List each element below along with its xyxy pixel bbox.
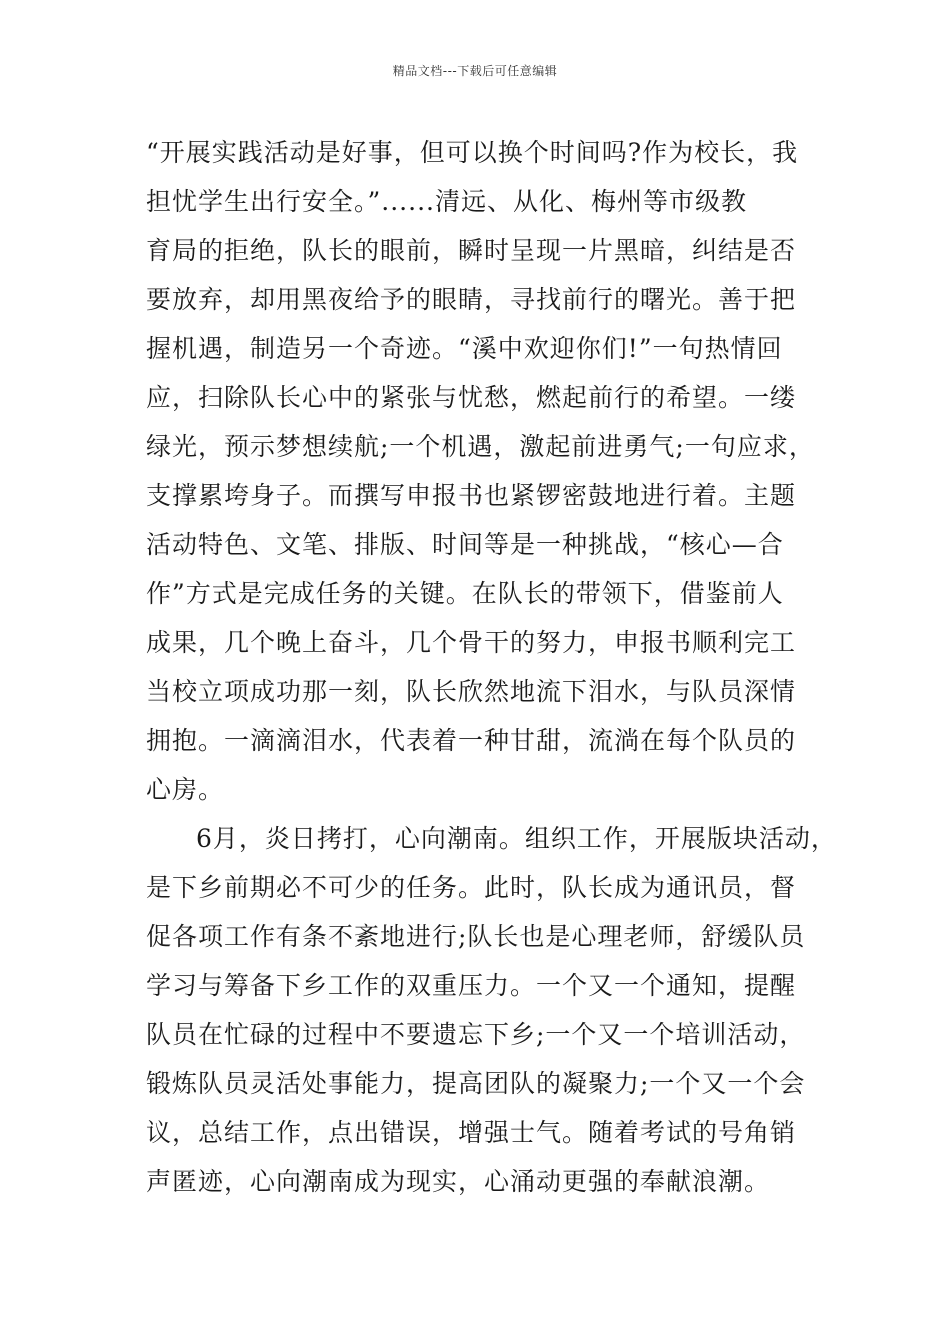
text-line: 握机遇，制造另一个奇迹。“溪中欢迎你们!”一句热情回: [146, 334, 783, 363]
text-line: 成果，几个晚上奋斗，几个骨干的努力，申报书顺利完工: [146, 628, 797, 657]
page-header: 精品文档---下载后可任意编辑: [392, 64, 558, 78]
text-line-indented: 6月，炎日拷打，心向潮南。组织工作，开展版块活动，: [196, 824, 837, 853]
text-line: 是下乡前期必不可少的任务。此时，队长成为通讯员，督: [146, 873, 797, 902]
text-line: “开展实践活动是好事，但可以换个时间吗?作为校长，我: [146, 138, 799, 167]
text-line: 心房。: [146, 775, 225, 804]
text-line: 议，总结工作，点出错误，增强士气。随着考试的号角销: [146, 1118, 797, 1147]
text-line: 担忧学生出行安全。”......清远、从化、梅州等市级教: [146, 187, 747, 216]
text-line: 锻炼队员灵活处事能力，提高团队的凝聚力;一个又一个会: [146, 1069, 806, 1098]
text-line: 要放弃，却用黑夜给予的眼睛，寻找前行的曙光。善于把: [146, 285, 797, 314]
text-line: 学习与筹备下乡工作的双重压力。一个又一个通知，提醒: [146, 971, 797, 1000]
document-body: [146, 128, 837, 1206]
text-line: 绿光，预示梦想续航;一个机遇，激起前进勇气;一句应求，: [146, 432, 815, 461]
text-line: 促各项工作有条不紊地进行;队长也是心理老师，舒缓队员: [146, 922, 806, 951]
text-line: 活动特色、文笔、排版、时间等是一种挑战，“核心—合: [146, 530, 784, 559]
text-line: 队员在忙碌的过程中不要遗忘下乡;一个又一个培训活动，: [146, 1020, 806, 1049]
text-line: 当校立项成功那一刻，队长欣然地流下泪水，与队员深情: [146, 677, 797, 706]
text-line: 育局的拒绝，队长的眼前，瞬时呈现一片黑暗，纠结是否: [146, 236, 797, 265]
text-line: 拥抱。一滴滴泪水，代表着一种甘甜，流淌在每个队员的: [146, 726, 797, 755]
text-line: 声匿迹，心向潮南成为现实，心涌动更强的奉献浪潮。: [146, 1167, 771, 1196]
text-line: 应，扫除队长心中的紧张与忧愁，燃起前行的希望。一缕: [146, 383, 797, 412]
paragraph-1: [146, 128, 826, 814]
paragraph-2: [146, 814, 837, 1206]
text-line: 作”方式是完成任务的关键。在队长的带领下，借鉴前人: [146, 579, 784, 608]
text-line: 支撑累垮身子。而撰写申报书也紧锣密鼓地进行着。主题: [146, 481, 797, 510]
